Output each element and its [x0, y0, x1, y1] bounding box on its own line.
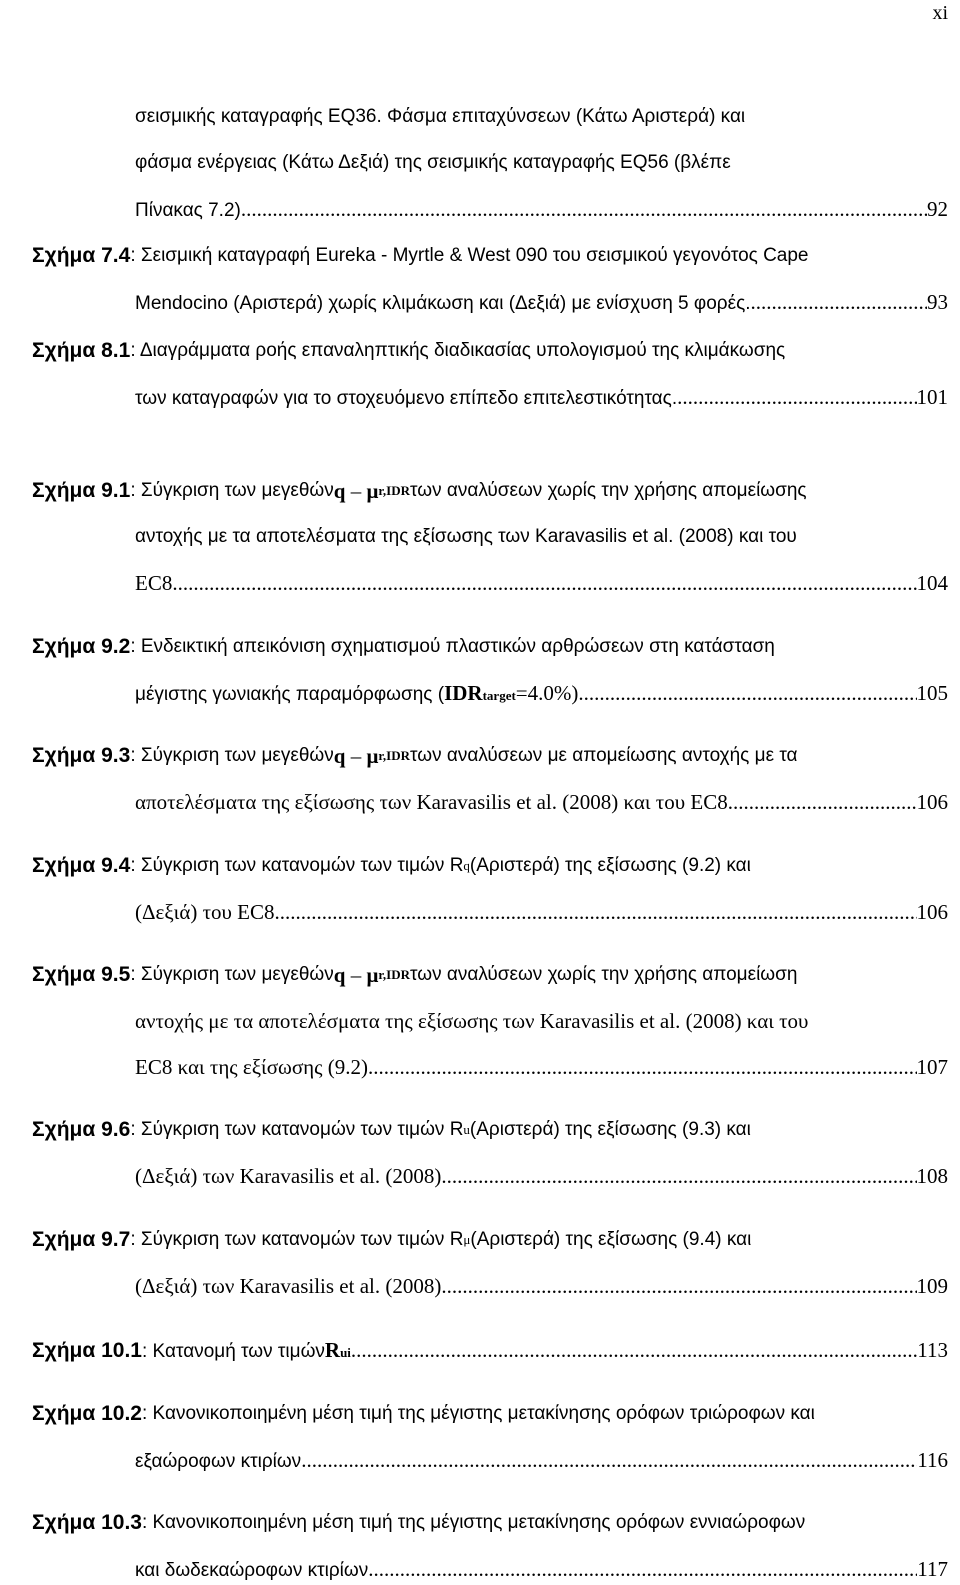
- toc-entry-line[interactable]: Σχήμα 8.1 : Διαγράμματα ροής επαναληπτικής διαδικασίας υπολογισμού της κλιμάκωσης: [32, 339, 786, 362]
- toc-entry-line[interactable]: Σχήμα 9.6 : Σύγκριση των κατανομών των τιμών R u (Αριστερά) της εξίσωσης (9.3) και: [32, 1118, 751, 1141]
- toc-page-ref: 116: [917, 1448, 948, 1472]
- toc-entry-line[interactable]: Σχήμα 9.5 : Σύγκριση των μεγεθών q – μ r,IDR των αναλύσεων χωρίς την χρήσης απομείωση: [32, 963, 798, 987]
- toc-entry-line[interactable]: Σχήμα 9.1 : Σύγκριση των μεγεθών q – μ r,IDR των αναλύσεων χωρίς την χρήσης απομείωσης: [32, 479, 807, 503]
- toc-entry-line[interactable]: Σχήμα 9.7 : Σύγκριση των κατανομών των τιμών R μ (Αριστερά) της εξίσωσης (9.4) και: [32, 1228, 752, 1251]
- figure-label: Σχήμα 10.3: [32, 1511, 142, 1534]
- toc-entry-line: αντοχής με τα αποτελέσματα της εξίσωσης των Karavasilis et al. (2008) και του: [135, 1009, 809, 1033]
- toc-entry-line: σεισμικής καταγραφής EQ36. Φάσμα επιταχύνσεων (Κάτω Αριστερά) και: [135, 106, 746, 127]
- toc-page-ref: 93: [927, 290, 948, 314]
- figure-label: Σχήμα 9.2: [32, 635, 131, 658]
- toc-entry-line-dotted[interactable]: εξαώροφων κτιρίων ..... 116: [135, 1447, 948, 1475]
- toc-entry-line-dotted[interactable]: των καταγραφών για το στοχευόμενο επίπεδο επιτελεστικότητας. ..... 101: [135, 384, 948, 412]
- figure-label: Σχήμα 9.7: [32, 1228, 131, 1251]
- toc-entry-line-dotted[interactable]: EC8. ..... 104: [135, 570, 948, 596]
- toc-page-ref: 101: [916, 385, 948, 409]
- toc-page-ref: 109: [916, 1274, 948, 1298]
- toc-page-ref: 106: [916, 900, 948, 924]
- toc-entry-line: αντοχής με τα αποτελέσματα της εξίσωσης των Karavasilis et al. (2008) και του: [135, 526, 797, 547]
- figure-label: Σχήμα 9.1: [32, 479, 131, 502]
- toc-page-ref: 104: [916, 571, 948, 595]
- toc-entry-line-dotted[interactable]: (Δεξιά) του EC8. ..... 106: [135, 899, 948, 925]
- toc-page-ref: 105: [916, 681, 948, 705]
- figure-label: Σχήμα 10.1: [32, 1339, 142, 1362]
- figure-label: Σχήμα 8.1: [32, 339, 131, 362]
- toc-entry-line: φάσμα ενέργειας (Κάτω Δεξιά) της σεισμικής καταγραφής EQ56 (βλέπε: [135, 152, 731, 173]
- figure-label: Σχήμα 9.4: [32, 854, 131, 877]
- figure-label: Σχήμα 9.3: [32, 744, 131, 767]
- toc-entry-line[interactable]: Σχήμα 9.3 : Σύγκριση των μεγεθών q – μ r,IDR των αναλύσεων με απομείωσης αντοχής με τα: [32, 744, 798, 768]
- toc-entry-line-dotted[interactable]: Mendocino (Αριστερά) χωρίς κλιμάκωση και (Δεξιά) με ενίσχυση 5 φορές. ..... 93: [135, 289, 948, 317]
- toc-page-ref: 106: [916, 790, 948, 814]
- figure-label: Σχήμα 9.6: [32, 1118, 131, 1141]
- toc-entry-line-dotted[interactable]: Πίνακας 7.2) ..... 92: [135, 196, 948, 224]
- toc-entry-line-dotted[interactable]: μέγιστης γωνιακής παραμόρφωσης ( IDR target =4.0%). ..... 105: [135, 680, 948, 709]
- toc-page-ref: 107: [916, 1055, 948, 1079]
- toc-page-ref: 108: [916, 1164, 948, 1188]
- figure-label: Σχήμα 7.4: [32, 244, 131, 267]
- figure-label: Σχήμα 10.2: [32, 1402, 142, 1425]
- toc-page-ref: 113: [917, 1338, 948, 1362]
- page-number: xi: [932, 2, 948, 24]
- toc-entry-line-dotted[interactable]: αποτελέσματα της εξίσωσης των Karavasilis et al. (2008) και του EC8. ..... 106: [135, 789, 948, 815]
- toc-entry-line[interactable]: Σχήμα 10.2 : Κανονικοποιημένη μέση τιμή της μέγιστης μετακίνησης ορόφων τριώροφων και: [32, 1402, 815, 1425]
- toc-page-ref: 117: [917, 1557, 948, 1581]
- toc-entry-line[interactable]: Σχήμα 9.2 : Ενδεικτική απεικόνιση σχηματισμού πλαστικών αρθρώσεων στη κατάσταση: [32, 635, 775, 658]
- toc-entry-line-dotted[interactable]: (Δεξιά) των Karavasilis et al. (2008). ..... 109: [135, 1273, 948, 1299]
- toc-entry-line[interactable]: Σχήμα 7.4 : Σεισμική καταγραφή Eureka - Myrtle & West 090 του σεισμικού γεγονότος Cape: [32, 244, 809, 267]
- toc-entry-line-dotted[interactable]: και δωδεκαώροφων κτιρίων ..... 117: [135, 1556, 948, 1584]
- toc-entry-line-dotted[interactable]: (Δεξιά) των Karavasilis et al. (2008). ..... 108: [135, 1163, 948, 1189]
- toc-entry-line-dotted[interactable]: Σχήμα 10.1 : Κατανομή των τιμών R ui ..... 113: [32, 1337, 948, 1366]
- toc-entry-line[interactable]: Σχήμα 10.3 : Κανονικοποιημένη μέση τιμή της μέγιστης μετακίνησης ορόφων εννιαώροφων: [32, 1511, 806, 1534]
- toc-entry-line-dotted[interactable]: EC8 και της εξίσωσης (9.2). ..... 107: [135, 1054, 948, 1080]
- toc-entry-line[interactable]: Σχήμα 9.4 : Σύγκριση των κατανομών των τιμών R q (Αριστερά) της εξίσωσης (9.2) και: [32, 854, 751, 877]
- toc-page-ref: 92: [927, 197, 948, 221]
- figure-label: Σχήμα 9.5: [32, 963, 131, 986]
